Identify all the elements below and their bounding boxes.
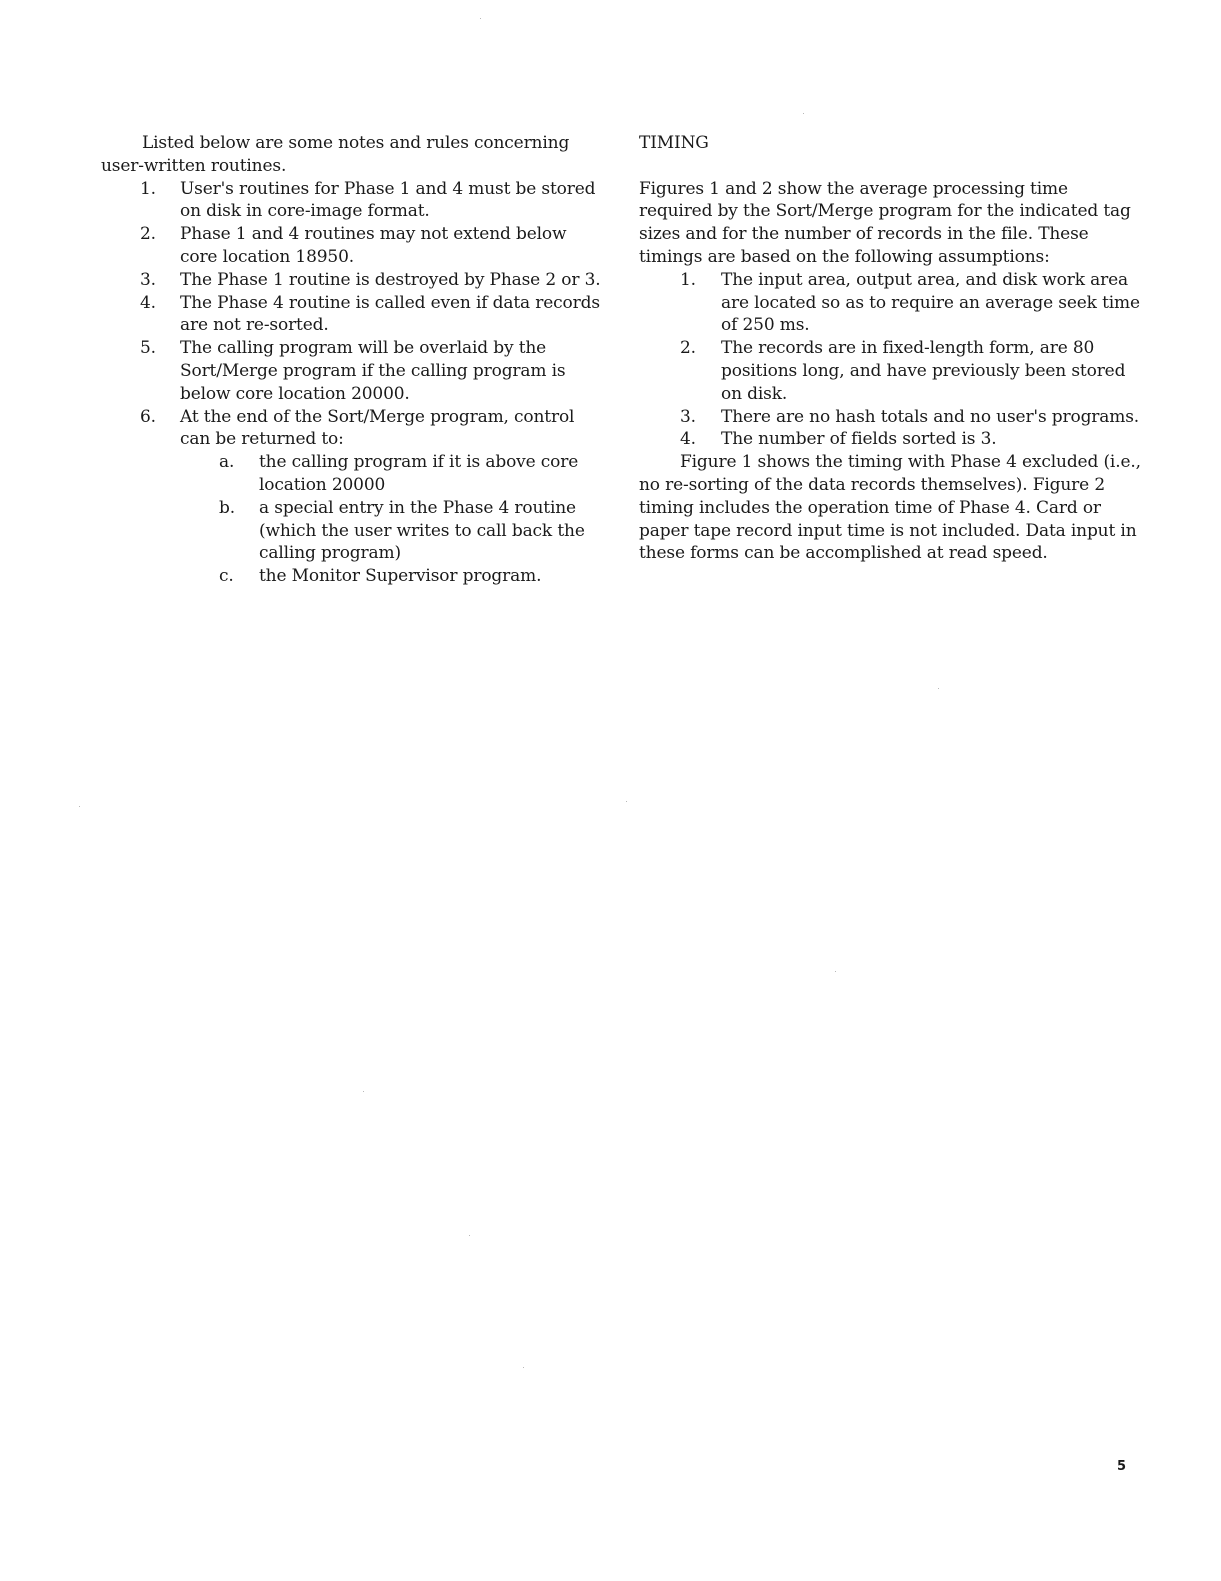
list-item-number: 1.: [680, 269, 696, 290]
intro-paragraph: Listed below are some notes and rules concerning user-written routines.: [101, 133, 570, 176]
list-item-number: 1.: [140, 178, 156, 199]
list-item-number: 3.: [140, 269, 156, 290]
list-item-text: At the end of the Sort/Merge program, control can be returned to:: [180, 406, 575, 450]
list-item-text: Phase 1 and 4 routines may not extend below core location 18950.: [180, 224, 567, 267]
list-item: [639, 337, 1144, 405]
list-item: [639, 269, 1144, 337]
timing-closing-paragraph: Figure 1 shows the timing with Phase 4 excluded (i.e., no re-sorting of the data records themselves). Figure 2 timing includes the operation time of Phase 4. Card or paper tape record input time is not included. Data input in these forms can be accomplished at read speed.: [639, 452, 1141, 564]
return-options-list: [101, 451, 605, 588]
list-item-text: There are no hash totals and no user's programs.: [721, 406, 1140, 427]
list-item-text: the Monitor Supervisor program.: [259, 566, 542, 587]
scan-speck: [835, 971, 836, 972]
list-item-number: 4.: [680, 429, 696, 450]
list-item: [101, 497, 605, 565]
scan-speck: [469, 1235, 470, 1236]
list-item: [101, 178, 605, 224]
scan-speck: [363, 1091, 364, 1092]
list-item-text: User's routines for Phase 1 and 4 must be stored on disk in core-image format.: [180, 178, 596, 222]
page-number: 5: [1117, 1459, 1127, 1474]
list-item: [101, 565, 605, 588]
list-item-letter: b.: [219, 497, 235, 518]
list-item-text: The Phase 4 routine is called even if data records are not re-sorted.: [180, 292, 600, 336]
list-item-letter: c.: [219, 566, 234, 587]
list-item-number: 2.: [140, 224, 156, 245]
list-item-text: The number of fields sorted is 3.: [721, 429, 997, 450]
list-item-number: 4.: [140, 292, 156, 313]
section-heading: TIMING: [639, 133, 709, 153]
list-item-text: The Phase 1 routine is destroyed by Phase 2 or 3.: [180, 269, 601, 290]
list-item-text: The records are in fixed-length form, are 80 positions long, and have previously been stored on disk.: [721, 338, 1126, 404]
right-column: [639, 132, 1144, 565]
list-item: [101, 269, 605, 292]
list-item: [101, 223, 605, 269]
list-item: [101, 337, 605, 405]
list-item-text: The input area, output area, and disk work area are located so as to require an average seek time of 250 ms.: [721, 269, 1140, 336]
list-item: [101, 292, 605, 338]
scan-speck: [523, 1367, 524, 1368]
list-item: [101, 451, 605, 497]
list-item-number: 2.: [680, 338, 696, 359]
list-item-number: 3.: [680, 406, 696, 427]
timing-intro-paragraph: Figures 1 and 2 show the average processing time required by the Sort/Merge program for the indicated tag sizes and for the number of records in the file. These timings are based on the following assumptions:: [639, 178, 1131, 267]
left-column: [101, 132, 605, 588]
scan-speck: [480, 18, 481, 19]
scan-speck: [803, 113, 804, 114]
scan-speck: [938, 688, 939, 689]
list-item: [639, 428, 1144, 451]
list-item-letter: a.: [219, 452, 235, 473]
list-item-text: The calling program will be overlaid by the Sort/Merge program if the calling program is below core location 20000.: [180, 338, 566, 404]
list-item: [639, 406, 1144, 429]
scan-speck: [626, 801, 627, 802]
list-item: [101, 406, 605, 452]
list-item-number: 6.: [140, 406, 156, 427]
list-item-number: 5.: [140, 338, 156, 359]
list-item-text: the calling program if it is above core location 20000: [259, 452, 579, 495]
scan-speck: [79, 806, 80, 807]
list-item-text: a special entry in the Phase 4 routine (which the user writes to call back the calling program): [259, 497, 585, 564]
timing-assumptions-list: [639, 269, 1144, 451]
user-routine-rules-list: [101, 178, 605, 452]
